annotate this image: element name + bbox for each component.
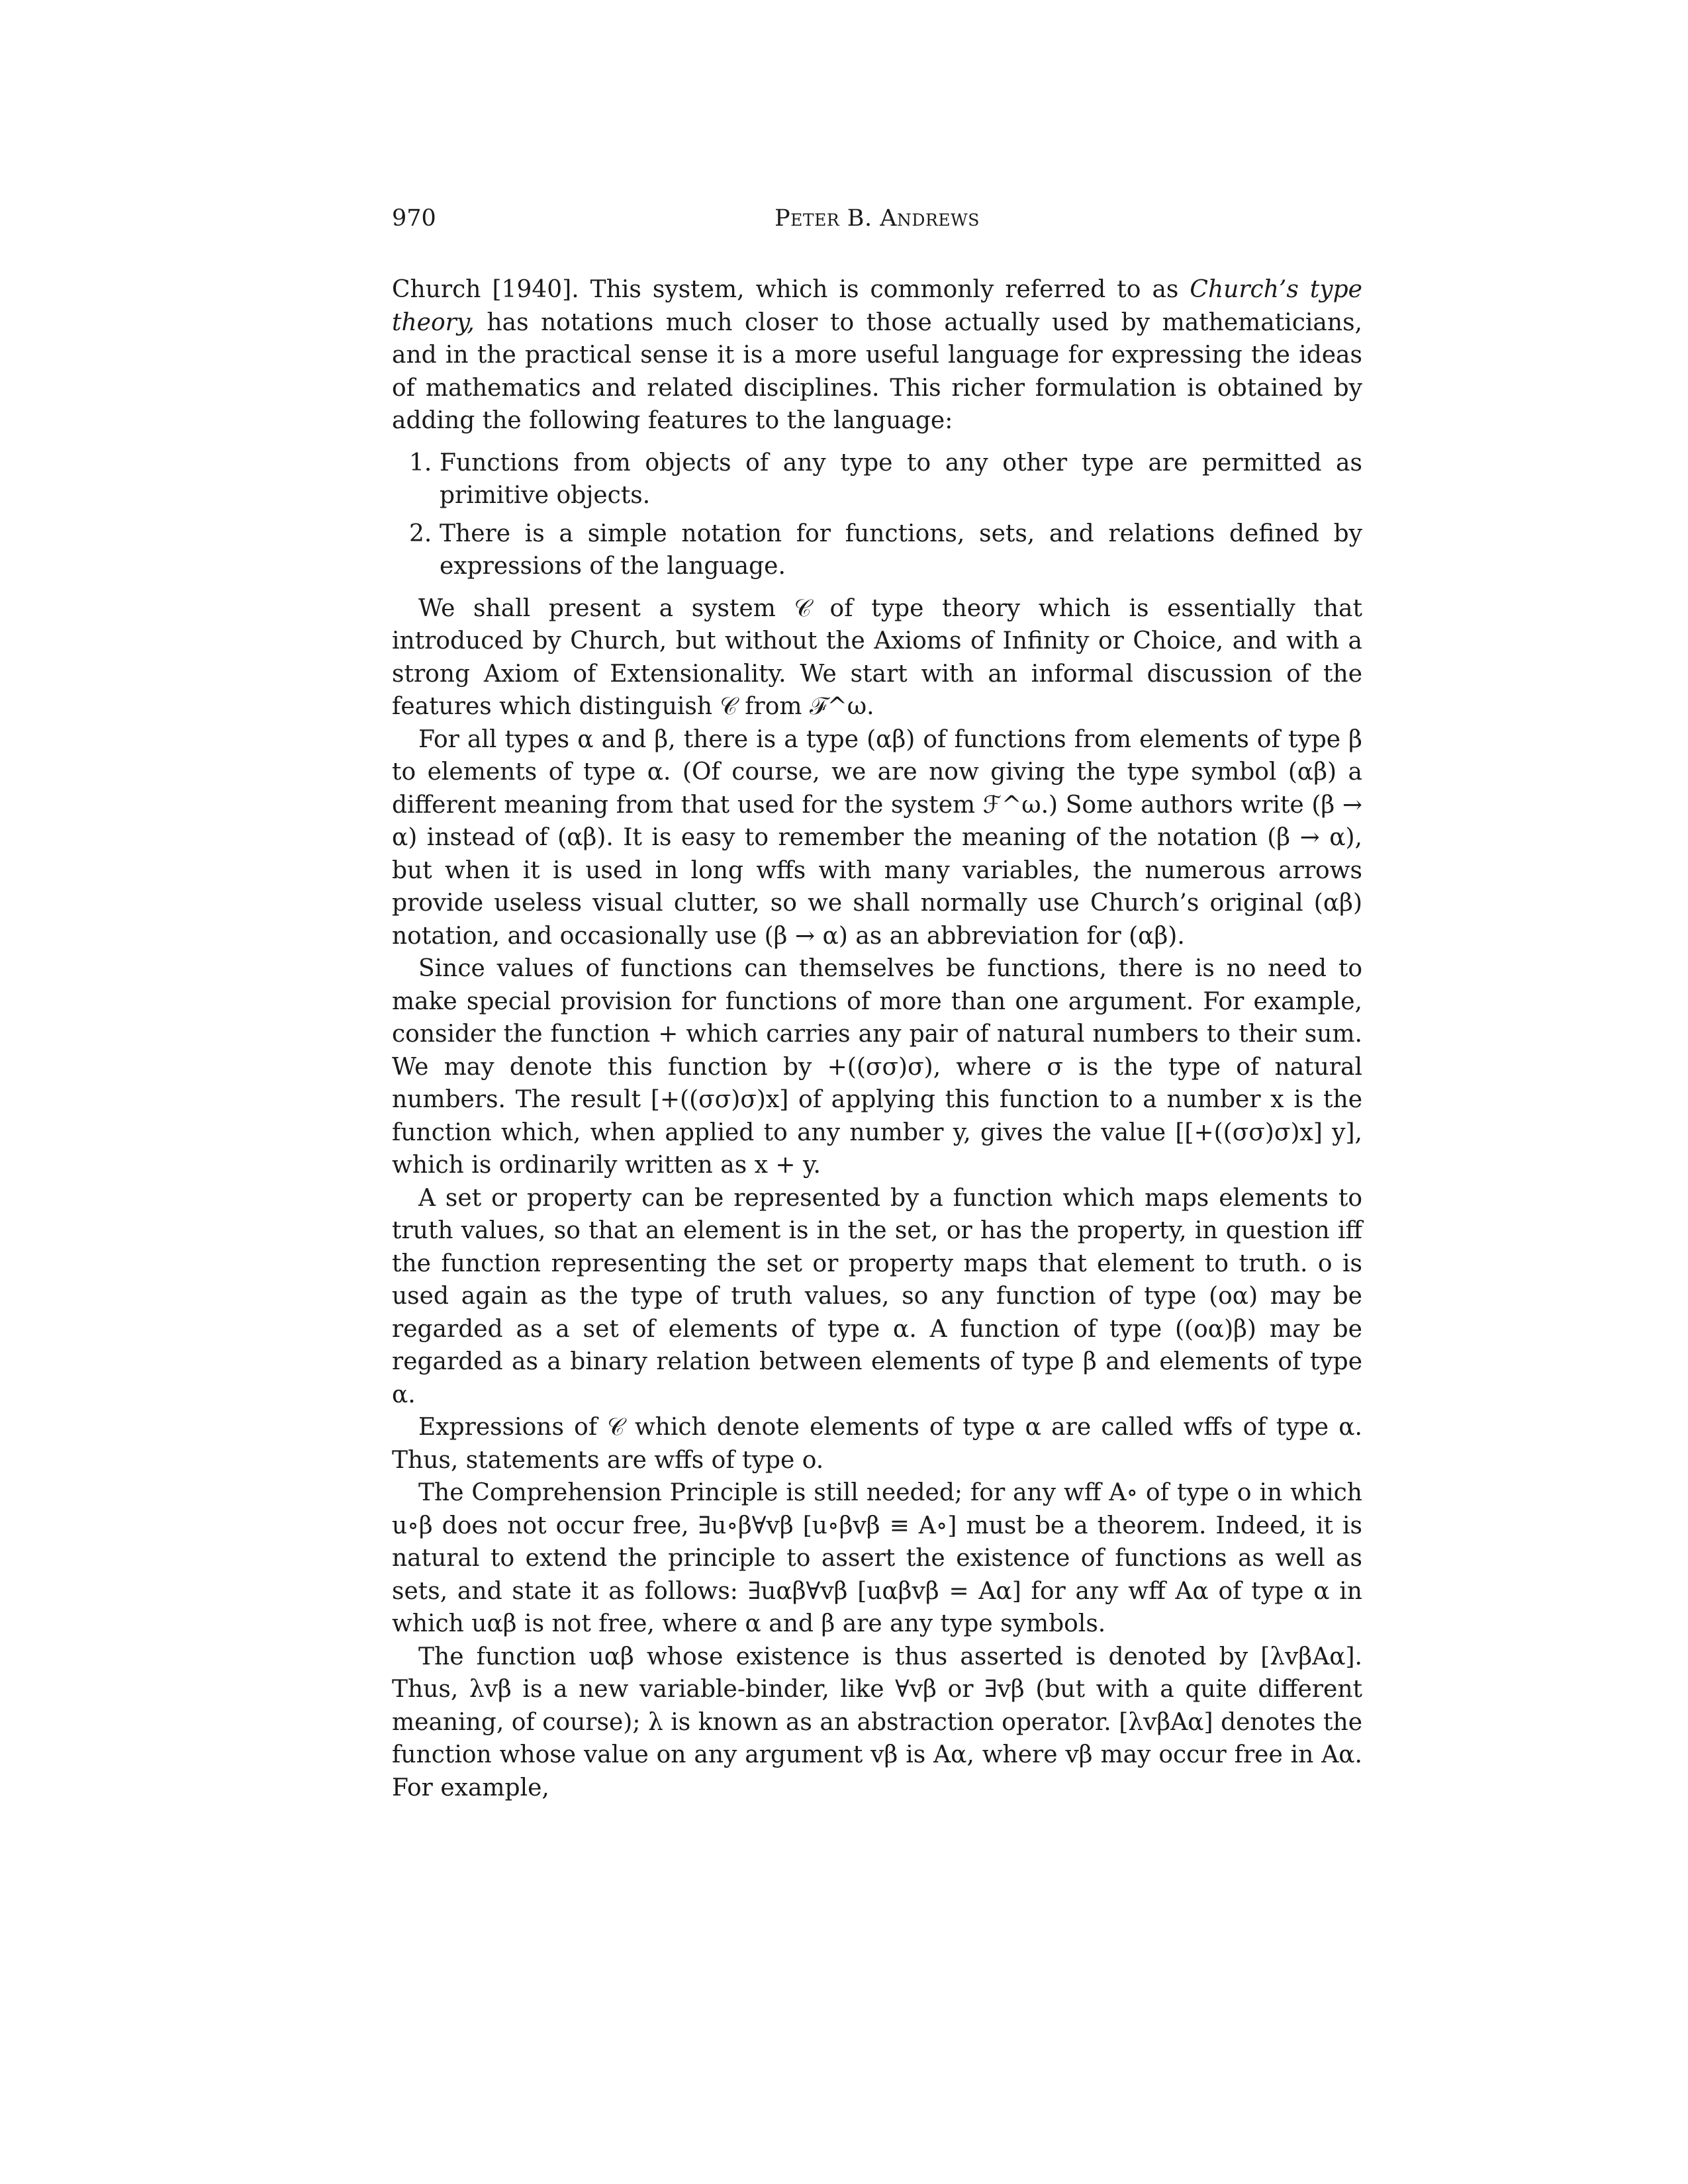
paragraph-4: Since values of functions can themselves be functions, there is no need to make special provision for functions of more than one argument. For example, consider the function + which carries any pair of natural numbers to their sum. We may denote this function by +((σσ)σ), where σ is the type of natural numbers. The result [+((σσ)σ)x] of applying this function to a number x is the function which, when applied to any number y, gives the value [[+((σσ)σ)x] y], which is ordinarily written as x + y. [392,955,1362,1179]
running-head [392,205,1362,232]
paragraph-7: The Comprehension Principle is still needed; for any wff A∘ of type o in which u∘β does not occur free, ∃u∘β∀vβ [u∘βvβ ≡ A∘] must be a theorem. Indeed, it is natural to extend the principle to assert the existence of functions as well as sets, and state it as follows: ∃uαβ∀vβ [uαβvβ = Aα] for any wff Aα of type α in which uαβ is not free, where α and β are any type symbols. [392,1479,1362,1637]
paragraph-1 [392,273,1362,437]
list-item-number: 1. [409,449,432,477]
list-item-text: There is a simple notation for functions, sets, and relations defined by expressions of the language. [440,520,1362,580]
paragraph-1-emphasis: Church’s type theory, [392,276,1362,336]
paragraph-1-start: Church [1940]. This system, which is commonly referred to as [392,276,1190,303]
paragraph-2: We shall present a system 𝒞 of type theory which is essentially that introduced by Church, but without the Axioms of Infinity or Choice, and with a strong Axiom of Extensionality. We start with an informal discussion of the features which distinguish 𝒞 from ℱ^ω. [392,594,1362,720]
body-text [392,273,1362,1804]
list-item [392,447,1362,512]
running-head-text: Peter B. Andrews [774,205,980,232]
page-header [392,205,1362,245]
list-item-number: 2. [409,520,432,547]
list-item [392,518,1362,583]
list-item-text: Functions from objects of any type to any other type are permitted as primitive objects. [440,449,1362,509]
paragraph-8: The function uαβ whose existence is thus asserted is denoted by [λvβAα]. Thus, λvβ is a new variable-binder, like ∀vβ or ∃vβ (but with a quite different meaning, of course); λ is known as an abstraction operator. [λvβAα] denotes the function whose value on any argument vβ is Aα, where vβ may occur free in Aα. For example, [392,1643,1362,1801]
page-number: 970 [392,205,436,232]
paragraph-5: A set or property can be represented by a function which maps elements to truth values, so that an element is in the set, or has the property, in question iff the function representing the set or property maps that element to truth. o is used again as the type of truth values, so any function of type (oα) may be regarded as a set of elements of type α. A function of type ((oα)β) may be regarded as a binary relation between elements of type β and elements of type α. [392,1184,1362,1408]
paragraph-1-rest: has notations much closer to those actually used by mathematicians, and in the practical sense it is a more useful language for expressing the ideas of mathematics and related disciplines. This richer formulation is obtained by adding the following features to the language: [392,308,1362,434]
paragraph-3: For all types α and β, there is a type (αβ) of functions from elements of type β to elements of type α. (Of course, we are now giving the type symbol (αβ) a different meaning from that used for the system ℱ^ω.) Some authors write (β → α) instead of (αβ). It is easy to remember the meaning of the notation (β → α), but when it is used in long wffs with many variables, the numerous arrows provide useless visual clutter, so we shall normally use Church’s original (αβ) notation, and occasionally use (β → α) as an abbreviation for (αβ). [392,725,1362,950]
paragraph-6: Expressions of 𝒞 which denote elements of type α are called wffs of type α. Thus, statements are wffs of type o. [392,1414,1362,1474]
feature-list [392,447,1362,583]
